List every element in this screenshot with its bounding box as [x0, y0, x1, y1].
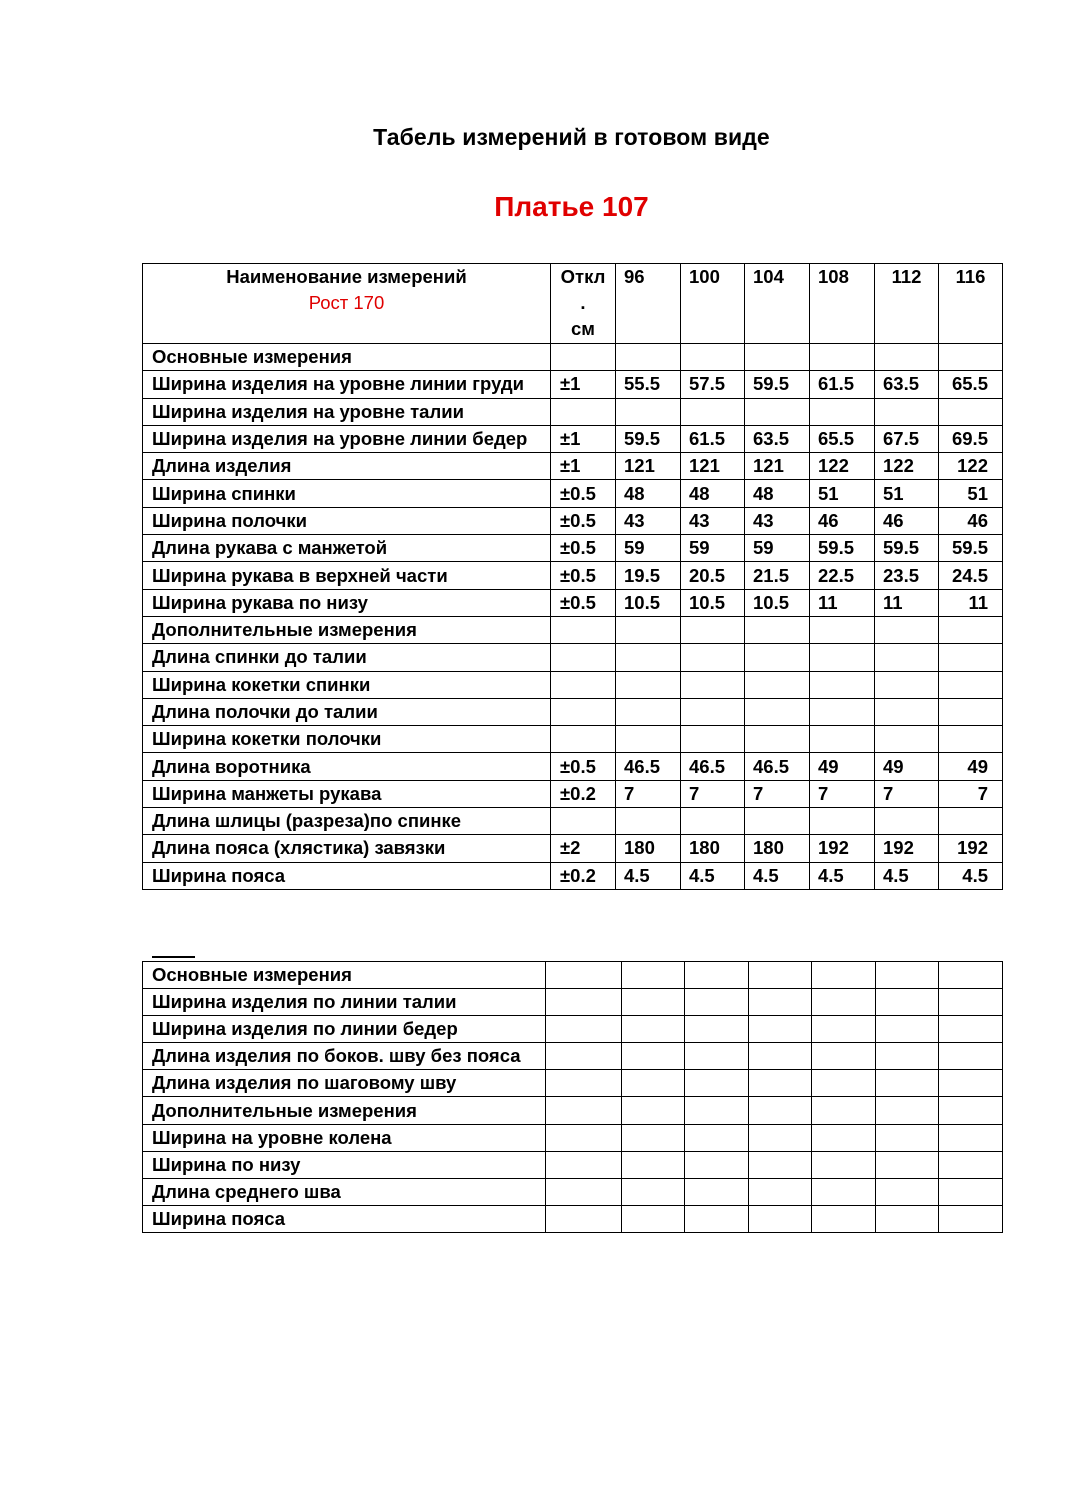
empty-value-cell — [749, 1205, 812, 1232]
table-row — [143, 1205, 1003, 1232]
size-value-cell: 51 — [875, 480, 939, 507]
size-value-cell: 46 — [939, 507, 1003, 534]
size-value-cell: 4.5 — [745, 862, 810, 889]
measurement-name: Длина рукава с манжетой — [143, 535, 551, 562]
size-value-cell — [681, 808, 745, 835]
size-value-cell — [616, 398, 681, 425]
empty-value-cell — [876, 1178, 939, 1205]
size-value-cell — [810, 726, 875, 753]
table-row — [143, 507, 1003, 534]
size-value-cell: 121 — [616, 453, 681, 480]
tolerance-cell: ±2 — [551, 835, 616, 862]
header-size: 112 — [875, 264, 939, 344]
measurement-name: Ширина на уровне колена — [143, 1124, 546, 1151]
table-row — [143, 562, 1003, 589]
table-row — [143, 1043, 1003, 1070]
table-row — [143, 398, 1003, 425]
size-value-cell: 4.5 — [810, 862, 875, 889]
tolerance-cell — [551, 698, 616, 725]
empty-value-cell — [622, 1070, 685, 1097]
section-separator — [152, 956, 195, 958]
empty-value-cell — [749, 1178, 812, 1205]
empty-value-cell — [939, 1151, 1003, 1178]
table-row — [143, 371, 1003, 398]
empty-value-cell — [685, 1070, 749, 1097]
table-row — [143, 1178, 1003, 1205]
tolerance-cell — [551, 671, 616, 698]
measurement-name: Ширина пояса — [143, 862, 551, 889]
table-row — [143, 989, 1003, 1016]
empty-value-cell — [876, 1070, 939, 1097]
size-value-cell: 59 — [681, 535, 745, 562]
measurement-name: Ширина изделия по линии бедер — [143, 1016, 546, 1043]
table-row — [143, 808, 1003, 835]
size-value-cell: 61.5 — [681, 425, 745, 452]
measurement-name: Ширина изделия на уровне талии — [143, 398, 551, 425]
empty-value-cell — [876, 1097, 939, 1124]
header-height: Рост 170 — [308, 292, 385, 313]
size-value-cell: 121 — [681, 453, 745, 480]
size-value-cell — [875, 344, 939, 371]
table-row — [143, 962, 1003, 989]
header-tolerance-cell — [551, 264, 616, 344]
size-value-cell: 49 — [810, 753, 875, 780]
size-value-cell: 46 — [875, 507, 939, 534]
tolerance-cell — [551, 398, 616, 425]
table-row — [143, 1124, 1003, 1151]
empty-value-cell — [876, 1205, 939, 1232]
tolerance-cell: ±0.5 — [551, 753, 616, 780]
size-value-cell — [939, 808, 1003, 835]
empty-value-cell — [749, 1124, 812, 1151]
empty-value-cell — [812, 1070, 876, 1097]
empty-value-cell — [939, 1124, 1003, 1151]
measurement-name: Длина полочки до талии — [143, 698, 551, 725]
empty-value-cell — [685, 962, 749, 989]
size-value-cell — [745, 671, 810, 698]
size-value-cell — [681, 344, 745, 371]
size-value-cell: 24.5 — [939, 562, 1003, 589]
measurement-name: Ширина рукава по низу — [143, 589, 551, 616]
size-value-cell — [875, 808, 939, 835]
empty-value-cell — [546, 1016, 622, 1043]
size-value-cell: 21.5 — [745, 562, 810, 589]
empty-value-cell — [812, 1043, 876, 1070]
size-value-cell: 48 — [681, 480, 745, 507]
tolerance-cell: ±0.2 — [551, 862, 616, 889]
size-value-cell: 7 — [681, 780, 745, 807]
size-value-cell: 4.5 — [681, 862, 745, 889]
size-value-cell — [875, 726, 939, 753]
empty-value-cell — [546, 962, 622, 989]
measurement-name: Ширина пояса — [143, 1205, 546, 1232]
size-value-cell — [810, 698, 875, 725]
table-row — [143, 616, 1003, 643]
size-value-cell — [810, 344, 875, 371]
size-value-cell: 46.5 — [681, 753, 745, 780]
empty-value-cell — [546, 989, 622, 1016]
table-row — [143, 480, 1003, 507]
header-tolerance-line: . — [580, 292, 586, 313]
table-row — [143, 589, 1003, 616]
measurement-name: Ширина спинки — [143, 480, 551, 507]
measurement-name: Длина изделия по боков. шву без пояса — [143, 1043, 546, 1070]
measurement-name: Ширина манжеты рукава — [143, 780, 551, 807]
empty-value-cell — [939, 989, 1003, 1016]
empty-value-cell — [749, 989, 812, 1016]
tolerance-cell: ±0.5 — [551, 589, 616, 616]
table-row — [143, 671, 1003, 698]
size-value-cell: 10.5 — [745, 589, 810, 616]
table-row — [143, 644, 1003, 671]
table-row — [143, 753, 1003, 780]
size-value-cell — [745, 644, 810, 671]
size-value-cell: 57.5 — [681, 371, 745, 398]
tolerance-cell: ±0.5 — [551, 507, 616, 534]
size-value-cell — [875, 616, 939, 643]
size-value-cell: 43 — [616, 507, 681, 534]
table-row — [143, 780, 1003, 807]
size-value-cell: 122 — [810, 453, 875, 480]
empty-value-cell — [749, 1151, 812, 1178]
size-value-cell: 180 — [745, 835, 810, 862]
empty-value-cell — [685, 1043, 749, 1070]
size-value-cell: 7 — [810, 780, 875, 807]
empty-value-cell — [876, 962, 939, 989]
empty-value-cell — [546, 1178, 622, 1205]
empty-value-cell — [546, 1151, 622, 1178]
size-value-cell: 121 — [745, 453, 810, 480]
size-value-cell: 48 — [616, 480, 681, 507]
size-value-cell — [745, 616, 810, 643]
header-tolerance-line: Откл — [560, 266, 606, 287]
table-row — [143, 1070, 1003, 1097]
tolerance-cell — [551, 344, 616, 371]
measurement-name: Ширина кокетки полочки — [143, 726, 551, 753]
secondary-measurements-table — [142, 961, 1003, 1233]
empty-value-cell — [876, 1124, 939, 1151]
size-value-cell — [875, 398, 939, 425]
empty-value-cell — [876, 989, 939, 1016]
size-value-cell — [616, 808, 681, 835]
size-value-cell: 4.5 — [939, 862, 1003, 889]
header-name-cell — [143, 264, 551, 344]
size-value-cell — [939, 698, 1003, 725]
size-value-cell — [681, 644, 745, 671]
table-row — [143, 1151, 1003, 1178]
empty-value-cell — [622, 1178, 685, 1205]
size-value-cell — [616, 644, 681, 671]
tolerance-cell: ±0.5 — [551, 562, 616, 589]
size-value-cell: 59 — [745, 535, 810, 562]
empty-value-cell — [622, 1124, 685, 1151]
measurement-name: Ширина изделия на уровне линии бедер — [143, 425, 551, 452]
empty-value-cell — [812, 1151, 876, 1178]
size-value-cell — [875, 644, 939, 671]
empty-value-cell — [622, 962, 685, 989]
empty-value-cell — [622, 1097, 685, 1124]
tolerance-cell: ±0.2 — [551, 780, 616, 807]
size-value-cell: 4.5 — [616, 862, 681, 889]
measurement-name: Длина пояса (хлястика) завязки — [143, 835, 551, 862]
size-value-cell — [616, 698, 681, 725]
size-value-cell: 10.5 — [681, 589, 745, 616]
size-value-cell — [939, 671, 1003, 698]
empty-value-cell — [546, 1043, 622, 1070]
empty-value-cell — [685, 1178, 749, 1205]
page-title: Табель измерений в готовом виде — [373, 124, 770, 150]
size-value-cell — [616, 344, 681, 371]
empty-value-cell — [685, 1151, 749, 1178]
table-row — [143, 862, 1003, 889]
size-value-cell: 19.5 — [616, 562, 681, 589]
empty-value-cell — [939, 1043, 1003, 1070]
size-value-cell: 23.5 — [875, 562, 939, 589]
measurement-name: Ширина рукава в верхней части — [143, 562, 551, 589]
size-value-cell — [939, 344, 1003, 371]
size-value-cell — [810, 398, 875, 425]
header-size: 104 — [745, 264, 810, 344]
empty-value-cell — [939, 1097, 1003, 1124]
size-value-cell: 65.5 — [939, 371, 1003, 398]
size-value-cell — [810, 616, 875, 643]
size-value-cell: 11 — [875, 589, 939, 616]
measurement-name: Ширина изделия по линии талии — [143, 989, 546, 1016]
empty-value-cell — [685, 1124, 749, 1151]
size-value-cell: 48 — [745, 480, 810, 507]
header-name: Наименование измерений — [226, 266, 467, 287]
size-value-cell — [939, 616, 1003, 643]
size-value-cell: 43 — [681, 507, 745, 534]
measurement-name: Дополнительные измерения — [143, 616, 551, 643]
measurement-name: Дополнительные измерения — [143, 1097, 546, 1124]
tolerance-cell: ±1 — [551, 453, 616, 480]
size-value-cell: 192 — [875, 835, 939, 862]
empty-value-cell — [812, 1016, 876, 1043]
measurement-name: Длина воротника — [143, 753, 551, 780]
size-value-cell — [616, 616, 681, 643]
empty-value-cell — [546, 1205, 622, 1232]
size-value-cell — [810, 671, 875, 698]
size-value-cell — [745, 698, 810, 725]
size-value-cell: 59.5 — [939, 535, 1003, 562]
empty-value-cell — [749, 962, 812, 989]
size-value-cell: 63.5 — [745, 425, 810, 452]
measurement-name: Длина среднего шва — [143, 1178, 546, 1205]
empty-value-cell — [685, 1016, 749, 1043]
empty-value-cell — [876, 1151, 939, 1178]
table-row — [143, 1016, 1003, 1043]
size-value-cell: 51 — [810, 480, 875, 507]
size-value-cell — [745, 344, 810, 371]
table-row — [143, 835, 1003, 862]
empty-value-cell — [685, 1205, 749, 1232]
empty-value-cell — [749, 1070, 812, 1097]
size-value-cell: 180 — [681, 835, 745, 862]
tolerance-cell — [551, 616, 616, 643]
size-value-cell — [939, 644, 1003, 671]
measurement-name: Ширина по низу — [143, 1151, 546, 1178]
table-row — [143, 425, 1003, 452]
empty-value-cell — [622, 1205, 685, 1232]
size-value-cell: 46 — [810, 507, 875, 534]
size-value-cell — [681, 726, 745, 753]
empty-value-cell — [812, 962, 876, 989]
table-row — [143, 344, 1003, 371]
size-value-cell: 7 — [939, 780, 1003, 807]
size-value-cell — [875, 671, 939, 698]
empty-value-cell — [812, 1097, 876, 1124]
tolerance-cell: ±0.5 — [551, 535, 616, 562]
tolerance-cell: ±1 — [551, 371, 616, 398]
tolerance-cell — [551, 726, 616, 753]
measurement-name: Ширина полочки — [143, 507, 551, 534]
empty-value-cell — [749, 1043, 812, 1070]
measurement-name: Длина изделия по шаговому шву — [143, 1070, 546, 1097]
tolerance-cell: ±1 — [551, 425, 616, 452]
measurements-table — [142, 263, 1003, 890]
empty-value-cell — [622, 989, 685, 1016]
measurement-name: Длина изделия — [143, 453, 551, 480]
empty-value-cell — [622, 1016, 685, 1043]
empty-value-cell — [685, 989, 749, 1016]
empty-value-cell — [685, 1097, 749, 1124]
tolerance-cell — [551, 644, 616, 671]
product-title: Платье 107 — [494, 191, 649, 222]
empty-value-cell — [812, 1205, 876, 1232]
tolerance-cell — [551, 808, 616, 835]
size-value-cell — [810, 644, 875, 671]
empty-value-cell — [546, 1097, 622, 1124]
measurement-name: Основные измерения — [143, 962, 546, 989]
table-row — [143, 726, 1003, 753]
size-value-cell: 55.5 — [616, 371, 681, 398]
size-value-cell — [939, 398, 1003, 425]
size-value-cell: 11 — [810, 589, 875, 616]
size-value-cell: 49 — [875, 753, 939, 780]
size-value-cell: 59.5 — [616, 425, 681, 452]
empty-value-cell — [939, 1178, 1003, 1205]
empty-value-cell — [876, 1016, 939, 1043]
empty-value-cell — [939, 1205, 1003, 1232]
size-value-cell — [939, 726, 1003, 753]
table-row — [143, 698, 1003, 725]
empty-value-cell — [546, 1124, 622, 1151]
empty-value-cell — [876, 1043, 939, 1070]
size-value-cell: 63.5 — [875, 371, 939, 398]
size-value-cell: 4.5 — [875, 862, 939, 889]
table-header-row — [143, 264, 1003, 344]
empty-value-cell — [546, 1070, 622, 1097]
empty-value-cell — [939, 962, 1003, 989]
table-row — [143, 535, 1003, 562]
size-value-cell: 67.5 — [875, 425, 939, 452]
size-value-cell: 122 — [875, 453, 939, 480]
size-value-cell: 192 — [939, 835, 1003, 862]
size-value-cell: 11 — [939, 589, 1003, 616]
size-value-cell: 59.5 — [745, 371, 810, 398]
tolerance-cell: ±0.5 — [551, 480, 616, 507]
size-value-cell — [875, 698, 939, 725]
size-value-cell: 7 — [875, 780, 939, 807]
empty-value-cell — [939, 1070, 1003, 1097]
size-value-cell — [616, 671, 681, 698]
size-value-cell: 43 — [745, 507, 810, 534]
measurement-name: Длина спинки до талии — [143, 644, 551, 671]
size-value-cell: 59 — [616, 535, 681, 562]
measurement-name: Основные измерения — [143, 344, 551, 371]
size-value-cell — [810, 808, 875, 835]
size-value-cell: 46.5 — [616, 753, 681, 780]
empty-value-cell — [812, 989, 876, 1016]
size-value-cell — [681, 398, 745, 425]
size-value-cell — [616, 726, 681, 753]
size-value-cell: 22.5 — [810, 562, 875, 589]
header-size: 100 — [681, 264, 745, 344]
size-value-cell — [745, 398, 810, 425]
empty-value-cell — [812, 1124, 876, 1151]
size-value-cell: 51 — [939, 480, 1003, 507]
header-size: 108 — [810, 264, 875, 344]
header-size: 96 — [616, 264, 681, 344]
table-row — [143, 453, 1003, 480]
header-size: 116 — [939, 264, 1003, 344]
size-value-cell: 180 — [616, 835, 681, 862]
measurement-name: Ширина изделия на уровне линии груди — [143, 371, 551, 398]
size-value-cell: 69.5 — [939, 425, 1003, 452]
size-value-cell: 59.5 — [810, 535, 875, 562]
empty-value-cell — [939, 1016, 1003, 1043]
size-value-cell: 122 — [939, 453, 1003, 480]
empty-value-cell — [622, 1151, 685, 1178]
size-value-cell: 10.5 — [616, 589, 681, 616]
header-tolerance-line: см — [571, 318, 595, 339]
size-value-cell: 49 — [939, 753, 1003, 780]
size-value-cell: 61.5 — [810, 371, 875, 398]
size-value-cell — [681, 616, 745, 643]
size-value-cell: 65.5 — [810, 425, 875, 452]
size-value-cell — [681, 671, 745, 698]
empty-value-cell — [749, 1097, 812, 1124]
size-value-cell: 7 — [616, 780, 681, 807]
size-value-cell — [681, 698, 745, 725]
table-row — [143, 1097, 1003, 1124]
size-value-cell — [745, 808, 810, 835]
empty-value-cell — [622, 1043, 685, 1070]
size-value-cell: 46.5 — [745, 753, 810, 780]
size-value-cell — [745, 726, 810, 753]
size-value-cell: 192 — [810, 835, 875, 862]
measurement-name: Длина шлицы (разреза)по спинке — [143, 808, 551, 835]
empty-value-cell — [749, 1016, 812, 1043]
empty-value-cell — [812, 1178, 876, 1205]
size-value-cell: 20.5 — [681, 562, 745, 589]
size-value-cell: 7 — [745, 780, 810, 807]
measurement-name: Ширина кокетки спинки — [143, 671, 551, 698]
size-value-cell: 59.5 — [875, 535, 939, 562]
